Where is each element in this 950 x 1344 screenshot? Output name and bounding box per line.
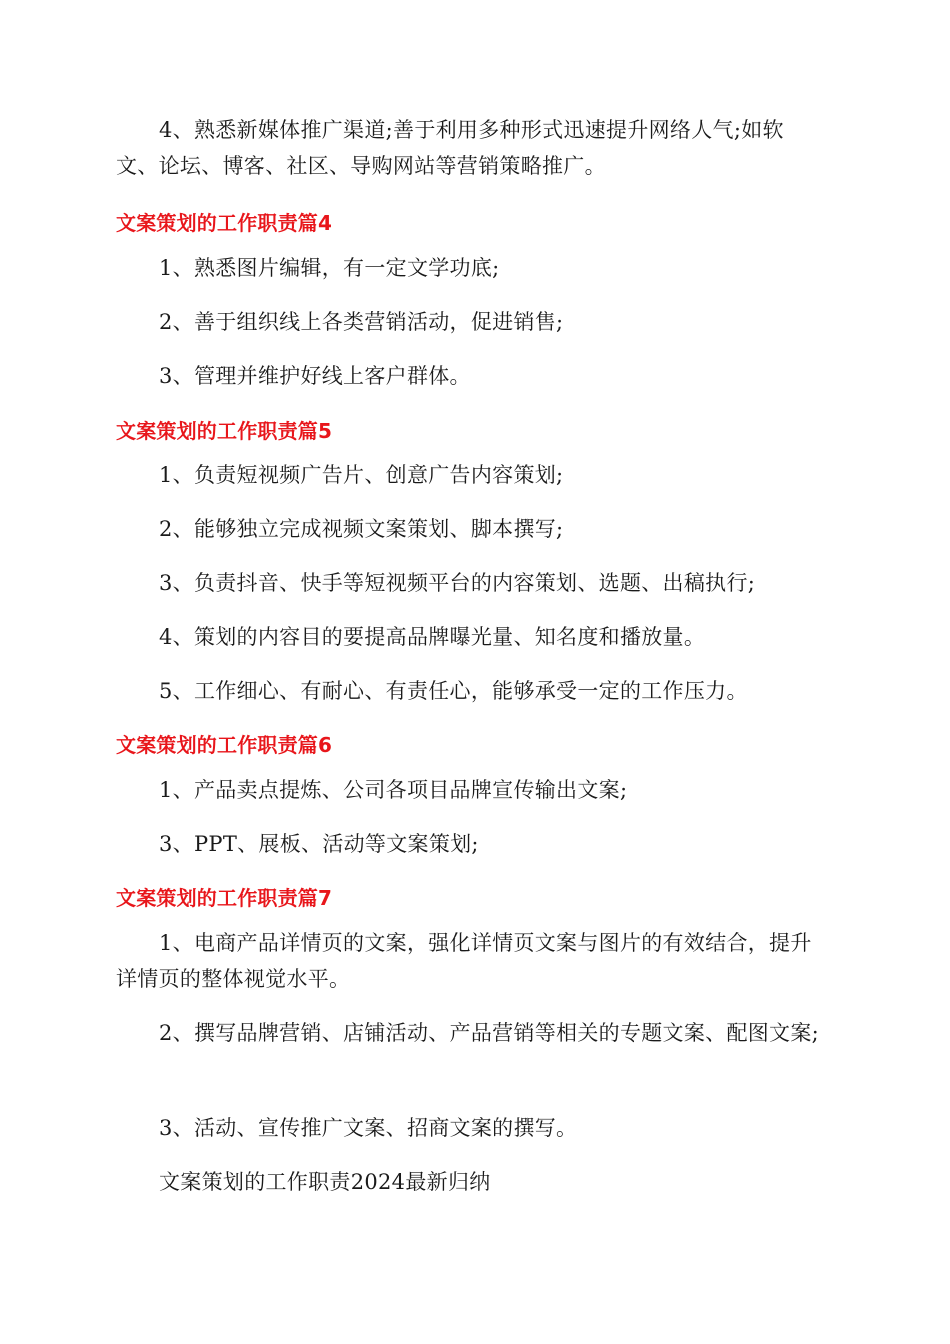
paragraph: 1、熟悉图片编辑，有一定文学功底;: [159, 256, 500, 280]
paragraph: 3、负责抖音、快手等短视频平台的内容策划、选题、出稿执行;: [159, 571, 756, 595]
paragraph: 2、能够独立完成视频文案策划、脚本撰写;: [159, 517, 564, 541]
paragraph: 3、管理并维护好线上客户群体。: [159, 364, 471, 388]
paragraph: 4、策划的内容目的要提高品牌曝光量、知名度和播放量。: [159, 625, 706, 649]
paragraph: 3、PPT、展板、活动等文案策划;: [159, 832, 479, 856]
paragraph: 1、负责短视频广告片、创意广告内容策划;: [159, 463, 564, 487]
paragraph: 2、撰写品牌营销、店铺活动、产品营销等相关的专题文案、配图文案;: [159, 1021, 820, 1045]
paragraph: 2、善于组织线上各类营销活动，促进销售;: [159, 310, 564, 334]
paragraph: 文案策划的工作职责2024最新归纳: [159, 1170, 491, 1194]
paragraph: 4、熟悉新媒体推广渠道;善于利用多种形式迅速提升网络人气;如软文、论坛、博客、社区、导购网站等营销策略推广。: [116, 118, 784, 178]
paragraph: 1、产品卖点提炼、公司各项目品牌宣传输出文案;: [159, 778, 628, 802]
section-heading-4: 文案策划的工作职责篇4: [116, 211, 333, 235]
section-heading-5: 文案策划的工作职责篇5: [116, 419, 333, 443]
section-heading-7: 文案策划的工作职责篇7: [116, 886, 333, 910]
section-heading-6: 文案策划的工作职责篇6: [116, 733, 333, 757]
paragraph: 1、电商产品详情页的文案，强化详情页文案与图片的有效结合，提升详情页的整体视觉水平。: [116, 931, 812, 991]
paragraph: 3、活动、宣传推广文案、招商文案的撰写。: [159, 1116, 578, 1140]
paragraph: 5、工作细心、有耐心、有责任心，能够承受一定的工作压力。: [159, 679, 748, 703]
